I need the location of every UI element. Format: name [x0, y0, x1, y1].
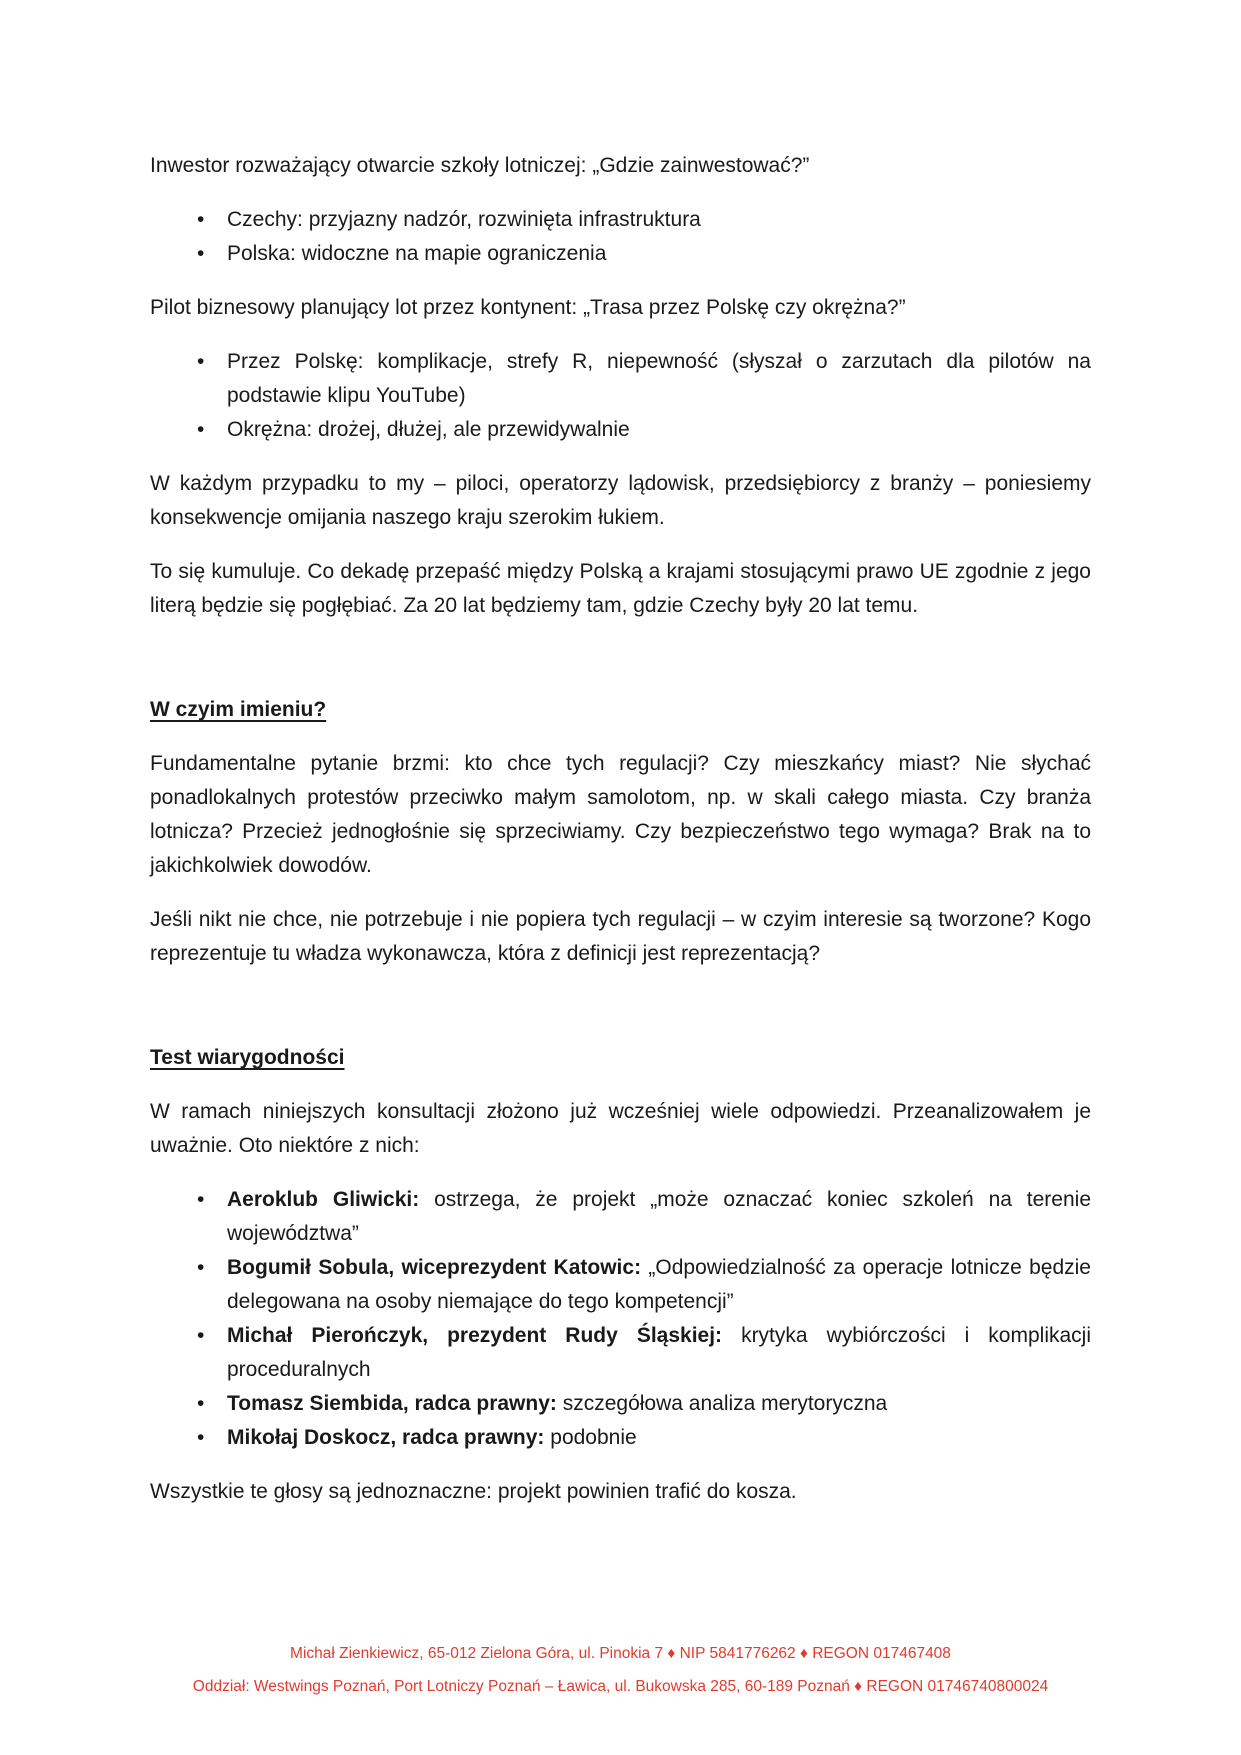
- paragraph-consequences: W każdym przypadku to my – piloci, operatorzy lądowisk, przedsiębiorcy z branży – poniesiemy konsekwencje omijania naszego kraju szerokim łukiem.: [150, 472, 1091, 529]
- heading-credibility-test: Test wiarygodności: [150, 1046, 345, 1069]
- footer-address-line-1: Michał Zienkiewicz, 65-012 Zielona Góra, ul. Pinokia 7 ♦ NIP 5841776262 ♦ REGON 017467408: [290, 1645, 951, 1662]
- voice-name: Bogumił Sobula, wiceprezydent Katowic:: [227, 1256, 642, 1279]
- voice-name: Michał Pierończyk, prezydent Rudy Śląskiej:: [227, 1324, 723, 1347]
- list-pilot-options: [150, 345, 1091, 447]
- voice-name: Tomasz Siembida, radca prawny:: [227, 1392, 557, 1415]
- voice-name: Aeroklub Gliwicki:: [227, 1188, 420, 1211]
- voice-text: „Odpowiedzialność za operacje lotnicze będzie delegowana na osoby niemające do tego kompetencji”: [227, 1256, 1091, 1313]
- list-item-voice-pieronczyk: [150, 1319, 1091, 1387]
- list-item-voice-siembida: [150, 1387, 1091, 1421]
- voice-text: ostrzega, że projekt „może oznaczać koniec szkoleń na terenie województwa”: [227, 1188, 1091, 1245]
- paragraph-pilot-question: Pilot biznesowy planujący lot przez kontynent: „Trasa przez Polskę czy okrężna?”: [150, 296, 906, 319]
- list-consultation-voices: [150, 1183, 1091, 1455]
- voice-text: podobnie: [544, 1426, 637, 1449]
- paragraph-consultations: W ramach niniejszych konsultacji złożono już wcześniej wiele odpowiedzi. Przeanalizowałem je uważnie. Oto niektóre z nich:: [150, 1100, 1091, 1157]
- list-item-voice-doskocz: [150, 1421, 1091, 1455]
- voice-text: krytyka wybiórczości i komplikacji proceduralnych: [227, 1324, 1092, 1381]
- paragraph-investor-question: Inwestor rozważający otwarcie szkoły lotniczej: „Gdzie zainwestować?”: [150, 154, 810, 177]
- paragraph-cumulation: To się kumuluje. Co dekadę przepaść między Polską a krajami stosującymi prawo UE zgodnie z jego literą będzie się pogłębiać. Za 20 lat będziemy tam, gdzie Czechy były 20 lat temu.: [150, 560, 1091, 617]
- list-item-voice-aeroklub: [150, 1183, 1091, 1251]
- paragraph-fundamental-question: Fundamentalne pytanie brzmi: kto chce tych regulacji? Czy mieszkańcy miast? Nie słychać ponadlokalnych protestów przeciwko małym samolotom, np. w skali całego miasta. Czy branża lotnicza? Przecież jednogłośnie się sprzeciwiamy. Czy bezpieczeństwo tego wymaga? Brak na to jakichkolwiek dowodów.: [150, 752, 1091, 877]
- paragraph-nobody-wants: Jeśli nikt nie chce, nie potrzebuje i nie popiera tych regulacji – w czyim interesie są tworzone? Kogo reprezentuje tu władza wykonawcza, która z definicji jest reprezentacją?: [150, 908, 1091, 965]
- voice-text: szczegółowa analiza merytoryczna: [556, 1392, 888, 1415]
- document-body: [150, 149, 1091, 1529]
- list-item-polska: • Polska: widoczne na mapie ograniczenia: [150, 237, 1091, 271]
- list-item-przez-polske: • Przez Polskę: komplikacje, strefy R, niepewność (słyszał o zarzutach dla pilotów na podstawie klipu YouTube): [150, 345, 1091, 413]
- list-item-okrezna: • Okrężna: drożej, dłużej, ale przewidywalnie: [150, 413, 1091, 447]
- list-item-voice-sobula: [150, 1251, 1091, 1319]
- list-investor-options: [150, 203, 1091, 271]
- heading-whose-name: W czyim imieniu?: [150, 698, 327, 721]
- paragraph-conclusion: Wszystkie te głosy są jednoznaczne: projekt powinien trafić do kosza.: [150, 1480, 797, 1503]
- footer-address-line-2: Oddział: Westwings Poznań, Port Lotniczy Poznań – Ławica, ul. Bukowska 285, 60-189 Poznań ♦ REGON 01746740800024: [192, 1678, 1049, 1695]
- page-footer: [0, 1637, 1241, 1703]
- list-item-czechy: • Czechy: przyjazny nadzór, rozwinięta infrastruktura: [150, 203, 1091, 237]
- voice-name: Mikołaj Doskocz, radca prawny:: [227, 1426, 545, 1449]
